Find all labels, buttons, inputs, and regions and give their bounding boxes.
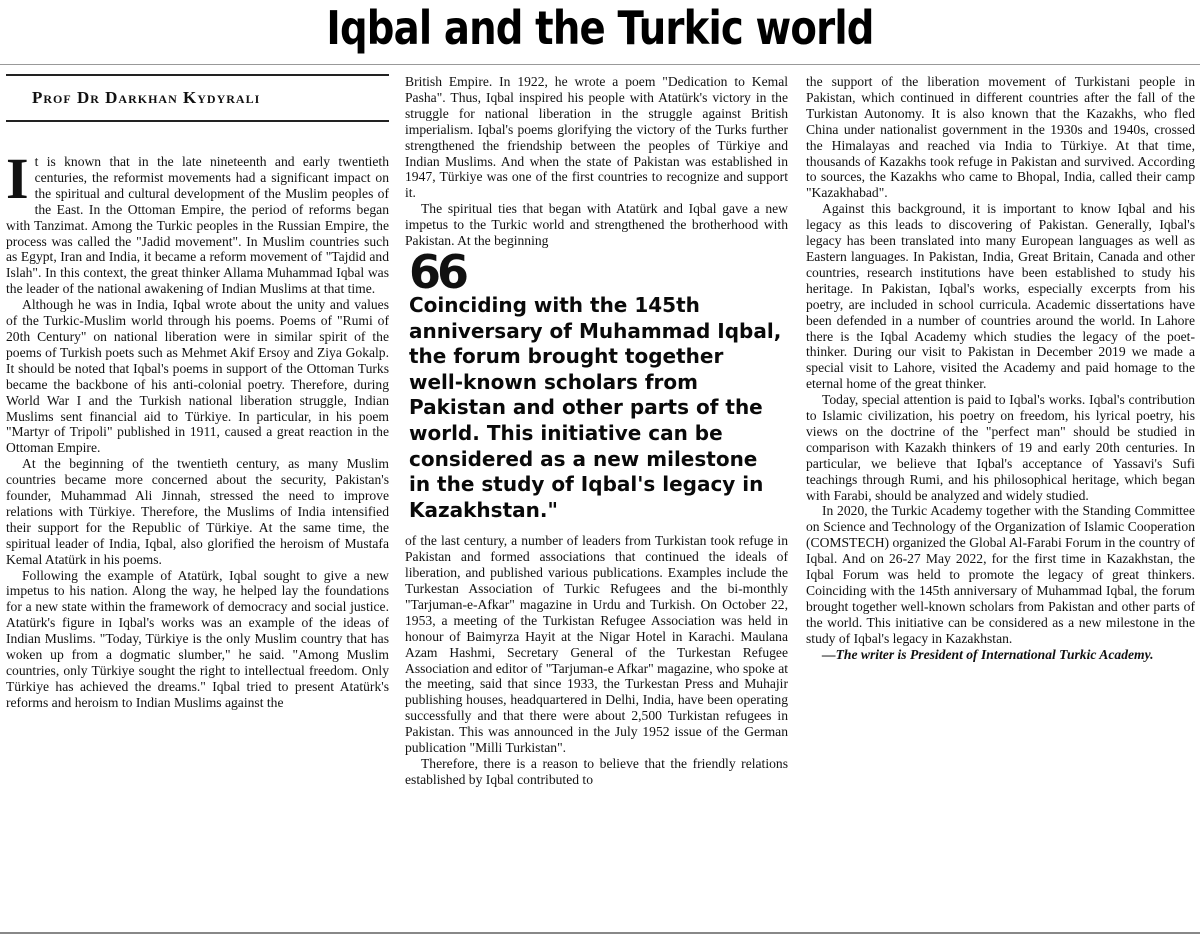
column-1 (6, 74, 389, 930)
paragraph: The spiritual ties that began with Atatürk and Iqbal gave a new impetus to the Turkic world and strengthened the brotherhood with Pakistan. At the beginning (405, 201, 788, 249)
paragraph: Therefore, there is a reason to believe that the friendly relations established by Iqbal contributed to (405, 756, 788, 787)
bottom-divider (0, 932, 1200, 934)
paragraph (6, 146, 389, 297)
paragraph: Today, special attention is paid to Iqbal's works. Iqbal's contribution to Islamic civilization, his poetry on freedom, his lyrical poetry, his views on the doctrine of the "perfect man" should be studied in comparison with Kazakh thinkers of 19 and early 20th centuries. In particular, we believe that Iqbal's acceptance of Yassavi's Sufi teachings through Rumi, and his philosophical heritage, which began with Farabi, should be analyzed and widely studied. (806, 392, 1195, 503)
paragraph: the support of the liberation movement of Turkistani people in Pakistan, which continued in different countries after the fall of the Turkistan Autonomy. It is also known that the Kazakhs, who fled China under nationalist government in the 1930s and 1940s, crossed the Himalayas and reached via India to Türkiye. At that time, thousands of Kazakhs took refuge in Pakistan and survived. According to sources, the Kazakhs who came to Bhopal, India, called their camp "Kazakhabad". (806, 74, 1195, 201)
author-note: —The writer is President of International Turkic Academy. (822, 646, 1154, 662)
paragraph: At the beginning of the twentieth century, as many Muslim countries became more concerned about the security, Pakistan's founder, Muhammad Ali Jinnah, stressed the need to improve relations with Türkiye. Therefore, the Muslims of India intensified their support for the Republic of Türkiye. At the same time, the spiritual leader of India, Iqbal, also glorified the heroism of Mustafa Kemal Atatürk in his poems. (6, 456, 389, 567)
column-2 (405, 74, 788, 930)
pull-quote (405, 244, 788, 533)
paragraph: Against this background, it is important to know Iqbal and his legacy as this leads to discovering of Pakistan. Generally, Iqbal's legacy has been translated into many European languages as well as Eastern languages. In Pakistan, India, Great Britain, Canada and other countries, research institutions have been established to study his heritage. In Pakistan, Iqbal's works, especially excerpts from his poetry, are included in school curricula. Academic dissertations have been defended in a number of countries around the world. In Lahore there is the Iqbal Academy which studies the legacy of the poet-thinker. During our visit to Pakistan in December 2019 we made a special visit to Lahore, visited the Academy and paid homage to the eternal home of the great thinker. (806, 201, 1195, 392)
drop-cap: I (6, 146, 29, 211)
paragraph: Following the example of Atatürk, Iqbal sought to give a new impetus to his nation. Along the way, he helped lay the foundations for a new state within the framework of democracy and social justice. Atatürk's figure in Iqbal's works was an example of the ideas of Indian Muslims. "Today, Türkiye is the only Muslim country that has woken up from a dogmatic slumber," he said. "Among Muslim countries, only Türkiye sought the right to intellectual freedom. Only Türkiye has achieved the dreams." Iqbal tried to present Atatürk's reforms and heroism to Indian Muslims against the (6, 567, 389, 710)
author-byline: Prof Dr Darkhan Kydyrali (32, 88, 261, 108)
paragraph: Although he was in India, Iqbal wrote about the unity and values of the Turkic-Muslim world through his poems. Poems of "Rumi of 20th Century" on national liberation were in similar spirit of the poems of Turkish poets such as Mehmet Akif Ersoy and Ziya Gokalp. It should be noted that Iqbal's poems in support of the Ottoman Turks became the backbone of his anti-colonial poetry. Therefore, during World War I and the Turkish national liberation struggle, Indian Muslims sent financial aid to Türkiye. In particular, in his poem "Martyr of Tripoli" published in 1911, caused a great reaction in the Ottoman Empire. (6, 297, 389, 456)
paragraph: of the last century, a number of leaders from Turkistan took refuge in Pakistan and formed associations that continued the ideals of liberation, and published various publications. Examples include the Turkestan Association of Turkic Refugees and the bi-monthly "Tarjuman-e-Afkar" magazine in Urdu and Turkish. On October 22, 1953, a meeting of the Turkistan Refugee Association was held in honour of Baimyrza Hayit at the Nigar Hotel in Karachi. Maulana Azam Hashmi, Secretary General of the Turkestan Refugee Association and editor of "Tarjuman-e Afkar" magazine, who spoke at the meeting, said that since 1933, the Turkestan Press and Muhajir publishing houses, headquartered in Delhi, India, have been operating successfully and that there were about 2,500 Turkistan refugees in Pakistan. This was announced in the July 1952 issue of the German publication "Milli Turkistan". (405, 533, 788, 756)
top-divider (0, 64, 1200, 65)
paragraph: In 2020, the Turkic Academy together with the Standing Committee on Science and Technology of the Organization of Islamic Cooperation (COMSTECH) organized the Global Al-Farabi Forum in the country of Iqbal. And on 26-27 May 2022, for the first time in Kazakhstan, the Iqbal Forum was held to promote the legacy of great thinkers. Coinciding with the 145th anniversary of Muhammad Iqbal, the forum brought together well-known scholars from Pakistan and other parts of the world. This initiative can be considered as a new milestone in the study of Iqbal's legacy in Kazakhstan. (806, 503, 1195, 646)
column-3 (806, 74, 1195, 930)
paragraph-text: t is known that in the late nineteenth and early twentieth centuries, the reformist movements had a significant impact on the spiritual and cultural development of the Muslim peoples of the East. In the Ottoman Empire, the period of reforms began with Tanzimat. Among the Turkic peoples in the Russian Empire, the process was called the "Jadid movement". In Muslim countries such as Egypt, Iran and India, it became a reform movement of "Tajdid and Islah". In this context, the great thinker Allama Muhammad Iqbal was the leader of the national awakening of Indian Muslims at that time. (6, 154, 389, 297)
quote-mark-icon: 66 (409, 244, 466, 299)
pull-quote-text: Coinciding with the 145th anniversary of Muhammad Iqbal, the forum brought together well-known scholars from Pakistan and other parts of the world. This initiative can be considered as a new milestone in the study of Iqbal's legacy in Kazakhstan." (409, 292, 782, 522)
article-headline: Iqbal and the Turkic world (326, 1, 874, 55)
byline-box (6, 74, 389, 122)
paragraph: British Empire. In 1922, he wrote a poem "Dedication to Kemal Pasha". Thus, Iqbal inspired his people with Atatürk's victory in the struggle for national liberation in the struggle against British imperialism. Iqbal's poems glorifying the victory of the Turks further strengthened the friendship between the peoples of Türkiye and Indian Muslims. And when the state of Pakistan was established in 1947, Türkiye was one of the first countries to recognize and support it. (405, 74, 788, 201)
